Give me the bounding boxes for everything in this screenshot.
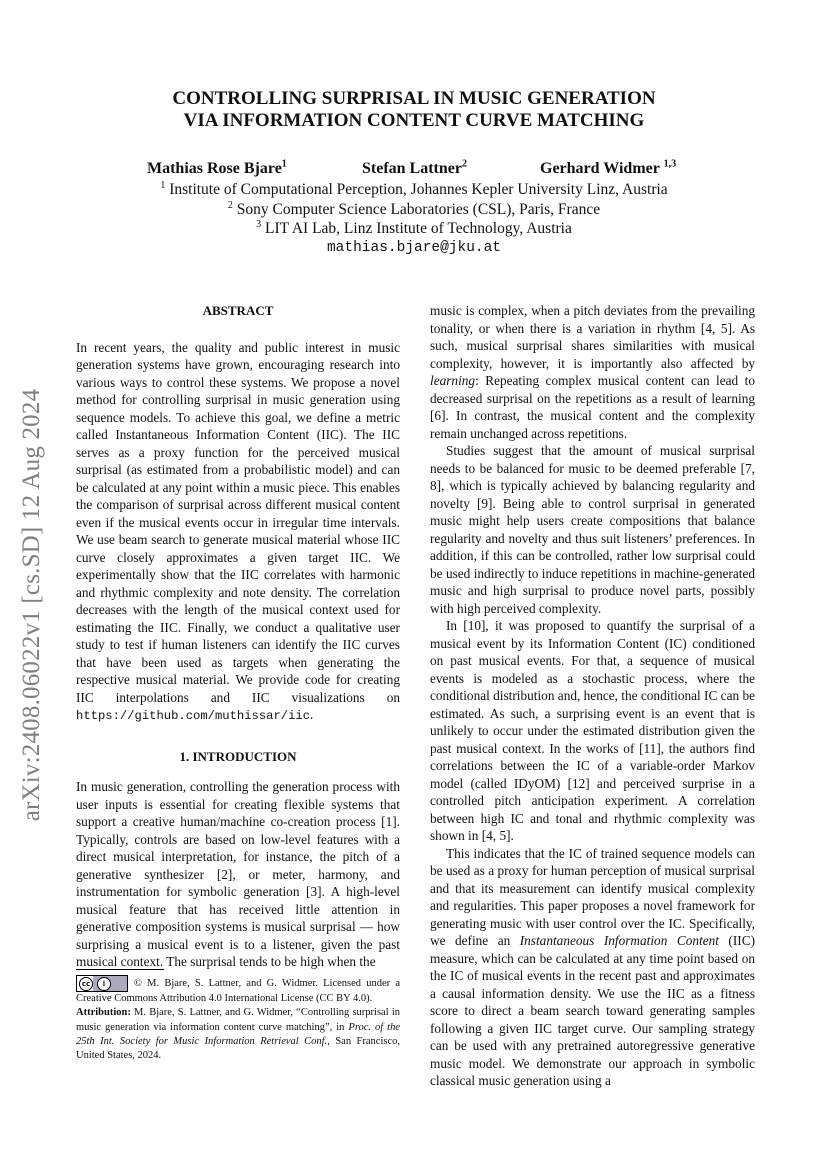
arxiv-identifier — [12, 360, 52, 850]
emphasis-iic: Instantaneous Information Content — [519, 933, 719, 948]
attribution-label: Attribution: — [76, 1007, 131, 1019]
author-1 — [147, 160, 287, 178]
paragraph-studies: Studies suggest that the amount of musical surprisal needs to be balanced for music to be deemed preferable [7, 8], which is typically achieved by balancing regularity and novelty [9]. Being able to control surprisal in generated music might help users create compositions that balance regularity and novelty and thus suit listeners’ preferences. In addition, if this can be controlled, rather low surprisal could be used indirectly to induce repetitions in machine-generated music and high surprisal to produce novel parts, possibly with high perceived complexity. — [430, 443, 755, 616]
text-run: This indicates that the IC of trained sequence models can be used as a proxy for human perception of musical surprisal and that its measurement can identify musical complexity and regularities. This paper proposes a novel framework for generating music with user control over the IC. Specifically, we define an — [430, 845, 755, 948]
author-2 — [362, 160, 467, 178]
affil-text: Institute of Computational Perception, Johannes Kepler University Linz, Austria — [165, 181, 668, 198]
text-run: music is complex, when a pitch deviates from the prevailing tonality, or when there is a variation in rhythm [4, 5]. As such, musical surprisal shares similarities with musical complexity, however, it is importantly also affected by — [430, 303, 755, 371]
affil-sup: 1 — [160, 179, 166, 191]
attribution-text: M. Bjare, S. Lattner, and G. Widmer, “Controlling surprisal in music generation via information content curve matching”, in — [76, 1007, 400, 1033]
cc-by-badge-icon: cc i — [76, 975, 128, 992]
title-line-2: VIA INFORMATION CONTENT CURVE MATCHING — [183, 110, 645, 131]
affil-sup: 3 — [256, 218, 262, 230]
right-column — [430, 302, 755, 1090]
abstract-body: In recent years, the quality and public interest in music generation systems have grown, encouraging research into various ways to control these systems. We propose a novel method for controlling surprisal in music generation using sequence models. To achieve this goal, we define a metric called Instantaneous Information Content (IIC). The IIC serves as a proxy function for the perceived musical surprisal (as estimated from a probabilistic model) and can be calculated at any point within a music piece. This enables the comparison of surprisal across different musical content even if the musical events occur in irregular time intervals. We use beam search to generate musical material whose IIC curve closely approximates a given target IIC. We experimentally show that the IIC correlates with harmonic and rhythmic complexity and note density. The correlation decreases with the length of the musical context used for estimating the IIC. Finally, we conduct a qualitative user study to test if human listeners can identify the IIC curves that have been used as targets when generating the respective musical material. We provide code for creating IIC interpolations and IIC visualizations on — [76, 339, 400, 705]
affil-text: LIT AI Lab, Linz Institute of Technology, Austria — [261, 220, 572, 237]
affiliation-1 — [0, 180, 828, 200]
affil-sup: 2 — [227, 199, 233, 211]
author-sup: 2 — [461, 158, 467, 170]
affiliation-2 — [0, 200, 828, 220]
text-run: (IIC) measure, which can be calculated at any time point based on the IC of musical events in the recent past and approximates a causal information density. We use the IIC as a fitness score to direct a beam search toward generating samples following a given IIC target curve. Our sampling strategy can be used with any pretrained autoregressive generative music model. We demonstrate our approach in symbolic classical music generation using a — [430, 933, 756, 1088]
affiliations — [0, 180, 828, 258]
location-text: , San Francisco, United States, 2024. — [76, 1035, 400, 1062]
arxiv-id-text: arXiv:2408.06022v1 [cs.SD] 12 Aug 2024 — [18, 388, 45, 822]
license-text: © M. Bjare, S. Lattner, and G. Widmer. Licensed under a Creative Commons Attribution 4.0 International License (CC BY 4.0). — [76, 977, 400, 1004]
venue-text: Proc. of the 25th Int. Society for Music Information Retrieval Conf. — [76, 1021, 401, 1047]
intro-paragraph-1: In music generation, controlling the generation process with user inputs is essential for creating flexible systems that support a creative human/machine co-creation process [1]. Typically, controls are based on low-level features with a direct musical interpretation, for instance, the pitch of a generative synthesizer [2], or meter, harmony, and instrumentation for symbolic generation [3]. A high-level musical feature that has received little attention in generative composition systems is musical surprisal — how surprising a musical event is to a listener, given the past musical context. The surprisal tends to be high when the — [76, 779, 400, 969]
footnote-divider — [76, 969, 164, 970]
author-name: Mathias Rose Bjare — [147, 160, 282, 177]
abstract-end: . — [310, 707, 314, 722]
text-run: : Repeating complex musical content can lead to decreased surprisal on the repetitions as a result of learning [6]. In contrast, the musical content and the complexity remain unchanged across repetitions. — [430, 373, 755, 441]
emphasis-learning: learning — [430, 373, 476, 388]
author-email[interactable]: mathias.bjare@jku.at — [326, 239, 502, 256]
author-name: Gerhard Widmer — [540, 160, 664, 177]
abstract-heading: ABSTRACT — [202, 303, 274, 318]
author-sup: 1,3 — [663, 158, 677, 170]
paper-title — [0, 88, 828, 132]
affiliation-3 — [0, 219, 828, 239]
author-name: Stefan Lattner — [362, 160, 462, 177]
paragraph-ic: In [10], it was proposed to quantify the surprisal of a musical event by its Information Content (IC) conditioned on past musical events. For that, a sequence of musical events is modeled as a stochastic process, where the conditional distribution and, hence, the conditional IC can be estimated. As such, a surprising event is an event that is unlikely to occur under the estimated distribution given the past musical context. In the works of [11], the authors find correlations between the IC of a variable-order Markov model (called IDyOM) [12] and perceived surprise in a controlled pitch anticipation experiment. A correlation between high IC and tonal and rhythmic complexity was shown in [4, 5]. — [430, 618, 755, 843]
affil-text: Sony Computer Science Laboratories (CSL), Paris, France — [232, 200, 601, 218]
license-footnote — [76, 975, 400, 1063]
author-3 — [540, 160, 676, 178]
code-url-link[interactable]: https://github.com/muthissar/iic — [76, 709, 311, 723]
author-sup: 1 — [281, 158, 287, 170]
left-column — [76, 302, 400, 971]
intro-heading: 1. INTRODUCTION — [179, 748, 297, 764]
abstract-text — [76, 339, 400, 726]
paragraph-iic — [430, 845, 755, 1090]
title-line-1: CONTROLLING SURPRISAL IN MUSIC GENERATION — [172, 88, 656, 109]
paragraph-complexity — [430, 302, 755, 442]
